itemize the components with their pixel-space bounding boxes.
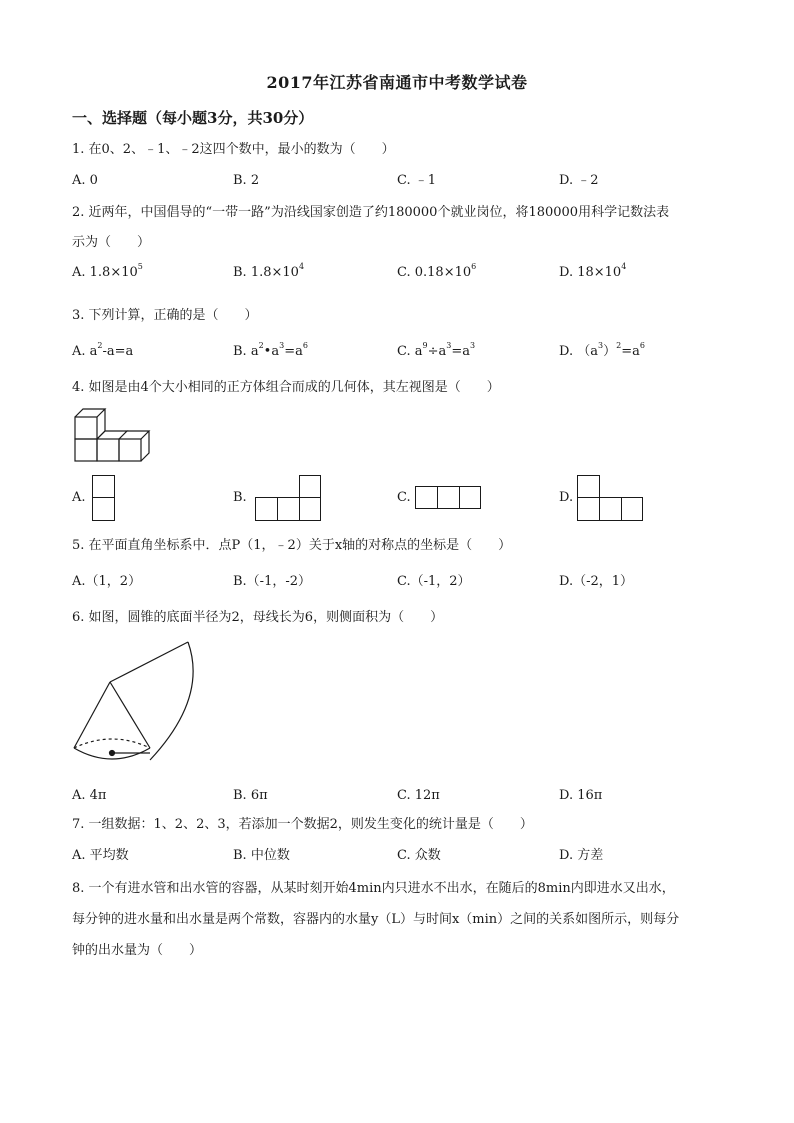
- q4-option-d: D.: [559, 490, 574, 505]
- q3-option-c: C. $a^9\div a^3=a^3$: [397, 340, 476, 359]
- q4-option-c: C.: [397, 490, 411, 505]
- question-1-stem: 1. 在0、2、﹣1、﹣2这四个数中，最小的数为（ ）: [72, 142, 395, 157]
- q5-option-b: B.（-1，-2）: [233, 574, 312, 589]
- question-4-stem: 4. 如图是由4个大小相同的正方体组合而成的几何体，其左视图是（ ）: [72, 380, 500, 395]
- q4-option-b-figure: [255, 475, 321, 521]
- q6-option-d: D. 16π: [559, 788, 603, 803]
- question-7-stem: 7. 一组数据：1、2、2、3，若添加一个数据2，则发生变化的统计量是（ ）: [72, 817, 533, 832]
- q2-option-d: D. $18\times 10^4$: [559, 261, 627, 280]
- cone-sector-figure: [70, 638, 205, 768]
- q7-option-a: A. 平均数: [72, 848, 129, 863]
- question-2-stem-line1: 2. 近两年，中国倡导的“一带一路”为沿线国家创造了约180000个就业岗位，将180000用科学记数法表: [72, 205, 670, 220]
- question-3-stem: 3. 下列计算，正确的是（ ）: [72, 308, 258, 323]
- q1-option-d: D. ﹣2: [559, 173, 599, 188]
- q7-option-d: D. 方差: [559, 848, 604, 863]
- q6-option-a: A. 4π: [72, 788, 107, 803]
- q1-option-c: C. ﹣1: [397, 173, 437, 188]
- q7-option-b: B. 中位数: [233, 848, 290, 863]
- q6-option-b: B. 6π: [233, 788, 268, 803]
- question-6-stem: 6. 如图，圆锥的底面半径为2，母线长为6，则侧面积为（ ）: [72, 610, 444, 625]
- section-heading: 一、选择题（每小题3分，共30分）: [72, 109, 314, 127]
- q4-option-a-figure: [92, 475, 115, 521]
- q2-option-b: B. $1.8\times 10^4$: [233, 261, 305, 280]
- q4-option-b: B.: [233, 490, 247, 505]
- q1-option-a: A. 0: [72, 173, 98, 188]
- q5-option-c: C.（-1，2）: [397, 574, 471, 589]
- q2-option-c: C. $0.18\times 10^6$: [397, 261, 477, 280]
- q6-option-c: C. 12π: [397, 788, 440, 803]
- question-8-stem-line1: 8. 一个有进水管和出水管的容器，从某时刻开始4min内只进水不出水，在随后的8min内即进水又出水，: [72, 881, 675, 896]
- q2-option-a: A. $1.8\times 10^5$: [72, 261, 143, 280]
- cubes-solid-figure: [72, 405, 162, 465]
- question-8-stem-line2: 每分钟的进水量和出水量是两个常数，容器内的水量y（L）与时间x（min）之间的关系如图所示，则每分: [72, 912, 680, 927]
- q3-option-b: B. $a^2•a^3=a^6$: [233, 340, 308, 359]
- q3-option-a: A. $a^2-a=a$: [72, 340, 134, 359]
- q5-option-a: A.（1，2）: [72, 574, 142, 589]
- question-5-stem: 5. 在平面直角坐标系中．点P（1，﹣2）关于x轴的对称点的坐标是（ ）: [72, 538, 512, 553]
- question-2-stem-line2: 示为（ ）: [72, 235, 151, 250]
- q1-option-b: B. 2: [233, 173, 260, 188]
- q3-option-d: D. $(a^3)^2=a^6$: [559, 340, 645, 359]
- question-8-stem-line3: 钟的出水量为（ ）: [72, 943, 203, 958]
- page-title: 2017年江苏省南通市中考数学试卷: [266, 73, 528, 92]
- q4-option-d-figure: [577, 475, 643, 521]
- q5-option-d: D.（-2，1）: [559, 574, 634, 589]
- q4-option-a: A.: [72, 490, 86, 505]
- q7-option-c: C. 众数: [397, 848, 441, 863]
- q4-option-c-figure: [415, 486, 481, 509]
